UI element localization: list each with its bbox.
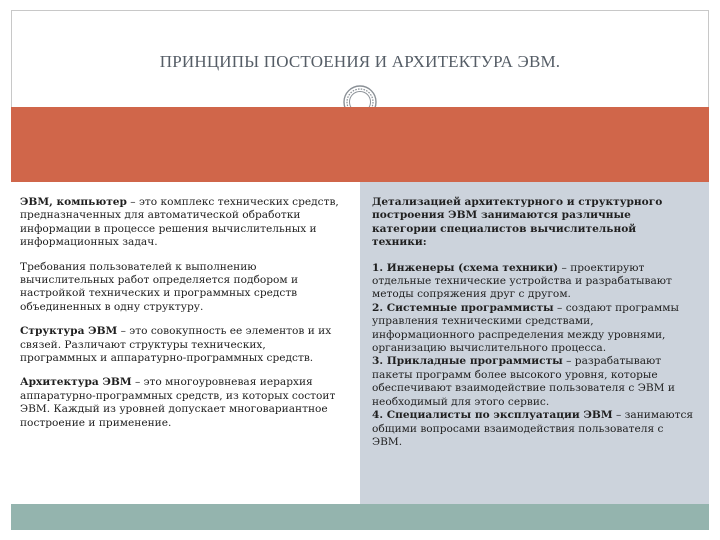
specialists-lead — [372, 196, 694, 250]
definition-computer — [20, 196, 342, 250]
footer-band — [11, 504, 709, 530]
item-text: – создают программы управления техническими средствами, информационного распределения между уровнями, организацию вычислительного процесса. — [372, 301, 679, 355]
term-structure: Структура ЭВМ — [20, 325, 118, 338]
architecture-text: – это многоуровневая иерархия аппаратурно-программных средств, из которых состоит ЭВМ. Каждый из уровней допускает многовариантное построение и применение. — [20, 376, 336, 429]
list-item — [372, 302, 694, 356]
lead-text: Детализацией архитектурного и структурного построения ЭВМ занимаются различные категории специалистов вычислительной техники: — [372, 196, 663, 249]
definition-architecture — [20, 376, 342, 430]
definition-text: – это комплекс технических средств, предназначенных для автоматической обработки информации в процессе решения вычислительных и информационных задач. — [20, 196, 339, 249]
user-requirements — [20, 261, 342, 315]
requirements-text: Требования пользователей к выполнению вычислительных работ определяется подбором и настройкой технических и программных средств объединенных в одну структуру. — [20, 260, 299, 313]
list-item — [372, 409, 694, 449]
slide-title: ПРИНЦИПЫ ПОСТОЕНИЯ И АРХИТЕКТУРА ЭВМ. — [159, 52, 561, 71]
accent-band — [11, 107, 709, 182]
list-item — [372, 262, 694, 302]
item-title: 1. Инженеры (схема техники) — [372, 261, 559, 274]
term-architecture: Архитектура ЭВМ — [20, 376, 132, 389]
item-title: 3. Прикладные программисты — [372, 355, 563, 368]
item-title: 2. Системные программисты — [372, 301, 554, 314]
item-text: – разрабатывают пакеты программ более высокого уровня, которые обеспечивают взаимодействие пользователя с ЭВМ и необходимый для этого сервис. — [372, 355, 675, 408]
term-computer: ЭВМ, компьютер — [20, 196, 127, 208]
item-title: 4. Специалисты по эксплуатации ЭВМ — [372, 409, 613, 422]
item-text: – проектируют отдельные технические устройства и разрабатывают методы сопряжения друг с другом. — [372, 261, 672, 301]
right-column — [372, 196, 694, 449]
item-text: – занимаются общими вопросами взаимодействия пользователя с ЭВМ. — [372, 409, 694, 448]
left-column — [20, 196, 342, 441]
list-item — [372, 355, 694, 409]
structure-text: – это совокупность ее элементов и их связей. Различают структуры технических, программных и аппаратурно-программных средств. — [20, 325, 332, 365]
definition-structure — [20, 325, 342, 365]
